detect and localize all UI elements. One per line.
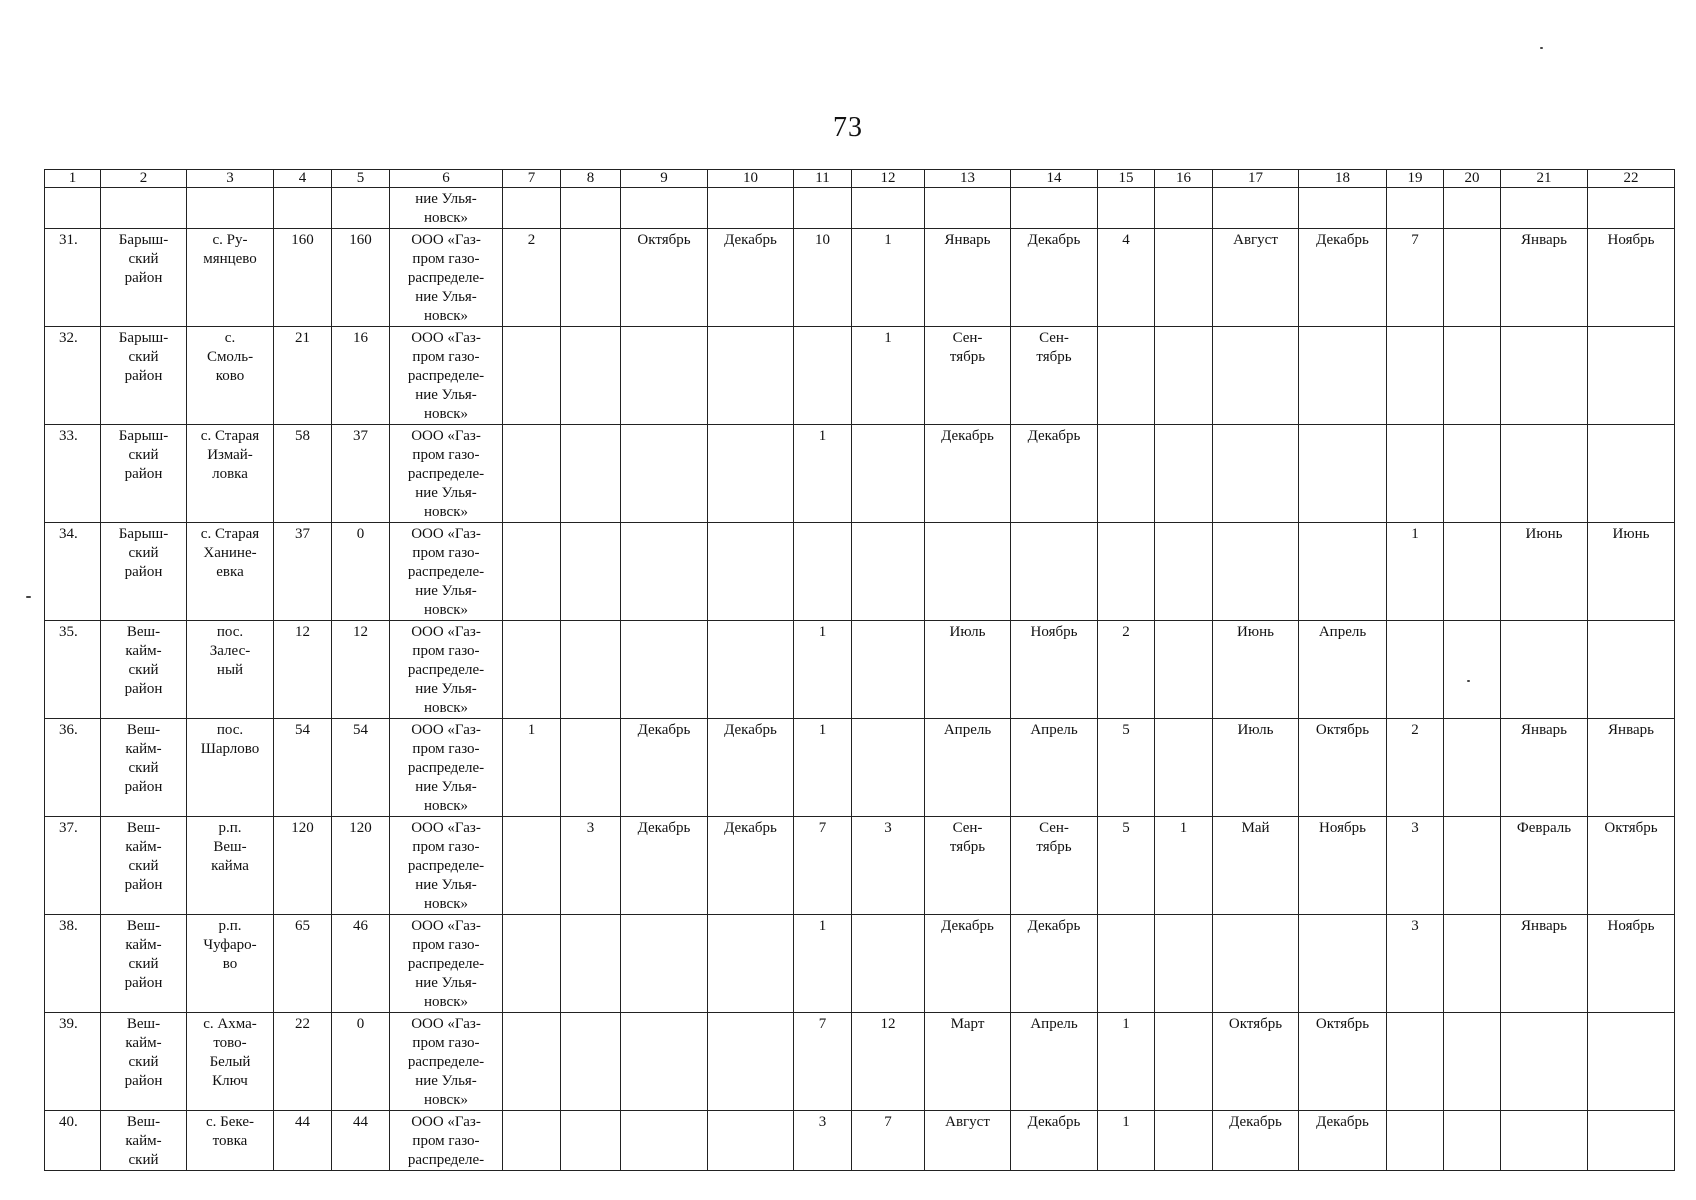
table-cell [852,523,925,621]
table-cell: 1 [1098,1013,1155,1111]
table-row [45,523,1675,621]
table-cell: 1 [503,719,561,817]
table-cell [101,188,187,229]
table-cell [1213,327,1299,425]
table-cell: Ноябрь [1011,621,1098,719]
table-row [45,621,1675,719]
table-cell [45,188,101,229]
table-cell [1501,1111,1588,1171]
table-cell: 1 [794,621,852,719]
table-cell [503,1013,561,1111]
table-cell [1444,915,1501,1013]
table-cell: 0 [332,523,390,621]
table-cell [561,523,621,621]
table-cell: Декабрь [925,915,1011,1013]
table-cell: 1 [1155,817,1213,915]
table-cell [1155,621,1213,719]
table-cell [1501,621,1588,719]
table-cell: 44 [332,1111,390,1171]
table-cell [852,621,925,719]
table-cell [852,915,925,1013]
table-cell: 38. [45,915,101,1013]
table-cell: Сен- тябрь [925,327,1011,425]
column-header: 18 [1299,170,1387,188]
table-cell: Январь [925,229,1011,327]
table-cell: Апрель [1011,1013,1098,1111]
table-cell [561,1111,621,1171]
table-cell [1155,425,1213,523]
table-cell [1588,1111,1675,1171]
table-cell: Декабрь [621,817,708,915]
table-cell [1098,188,1155,229]
table-cell: 39. [45,1013,101,1111]
table-cell [1387,621,1444,719]
column-header: 7 [503,170,561,188]
table-cell: 16 [332,327,390,425]
table-cell [1588,188,1675,229]
table-cell: 35. [45,621,101,719]
table-cell [1387,188,1444,229]
table-cell [1501,1013,1588,1111]
table-cell: ние Улья- новск» [390,188,503,229]
table-cell [1387,1013,1444,1111]
table-cell [561,327,621,425]
table-cell: 1 [794,915,852,1013]
table-cell [1155,1013,1213,1111]
column-header: 3 [187,170,274,188]
table-cell: ООО «Газ- пром газо- распределе- ние Улья- новск» [390,523,503,621]
table-cell: Май [1213,817,1299,915]
table-cell: 120 [332,817,390,915]
table-cell: Веш- кайм- ский район [101,621,187,719]
table-cell [925,523,1011,621]
table-cell [925,188,1011,229]
column-header: 22 [1588,170,1675,188]
column-header: 2 [101,170,187,188]
table-cell: Июль [925,621,1011,719]
table-cell [561,188,621,229]
table-cell: 1 [1098,1111,1155,1171]
table-cell: 37 [332,425,390,523]
column-header: 21 [1501,170,1588,188]
table-cell [1011,188,1098,229]
table-cell [708,188,794,229]
table-cell [332,188,390,229]
table-cell: ООО «Газ- пром газо- распределе- ние Улья- новск» [390,1013,503,1111]
table-cell: Барыш- ский район [101,229,187,327]
table-cell [187,188,274,229]
table-cell: ООО «Газ- пром газо- распределе- ние Улья- новск» [390,915,503,1013]
table-cell [852,188,925,229]
column-header: 10 [708,170,794,188]
table-cell [708,327,794,425]
table-cell: 1 [1387,523,1444,621]
table-cell: Октябрь [1213,1013,1299,1111]
column-header: 5 [332,170,390,188]
table-cell: 33. [45,425,101,523]
table-cell: Ноябрь [1588,229,1675,327]
table-cell: 7 [1387,229,1444,327]
table-cell: Апрель [925,719,1011,817]
table-cell: ООО «Газ- пром газо- распределе- ние Улья- новск» [390,425,503,523]
table-cell: 54 [332,719,390,817]
table-cell [503,188,561,229]
table-cell [1588,621,1675,719]
table-cell [1444,817,1501,915]
table-cell: Сен- тябрь [925,817,1011,915]
table-cell: 34. [45,523,101,621]
column-header: 11 [794,170,852,188]
table-cell: Декабрь [708,719,794,817]
table-cell: 46 [332,915,390,1013]
table-cell: 3 [852,817,925,915]
column-header: 19 [1387,170,1444,188]
scan-speck [1467,680,1470,682]
header-row [45,170,1675,188]
table-cell: Ноябрь [1588,915,1675,1013]
table-cell [708,621,794,719]
table-cell: с. Старая Ханине- евка [187,523,274,621]
table-cell [621,915,708,1013]
table-cell [794,523,852,621]
table-cell: Апрель [1011,719,1098,817]
table-cell: с. Старая Измай- ловка [187,425,274,523]
table-cell: 44 [274,1111,332,1171]
table-cell: Веш- кайм- ский район [101,719,187,817]
column-header: 6 [390,170,503,188]
table-cell: 2 [503,229,561,327]
table-cell: Июль [1213,719,1299,817]
table-cell: 1 [852,229,925,327]
table-cell [1155,523,1213,621]
table-cell: с. Ру- мянцево [187,229,274,327]
table-cell [1213,425,1299,523]
continuation-row [45,188,1675,229]
table-cell: 160 [332,229,390,327]
table-cell: Январь [1588,719,1675,817]
table-cell: Барыш- ский район [101,327,187,425]
column-header: 16 [1155,170,1213,188]
table-cell: ООО «Газ- пром газо- распределе- ние Улья- новск» [390,229,503,327]
table-cell [621,425,708,523]
table-cell [1155,327,1213,425]
table-cell: Октябрь [1299,1013,1387,1111]
table-row [45,327,1675,425]
table-cell [1501,188,1588,229]
table-row [45,1013,1675,1111]
table-cell [621,523,708,621]
table-cell: пос. Залес- ный [187,621,274,719]
table-cell [621,1111,708,1171]
table-cell: Апрель [1299,621,1387,719]
table-cell [708,523,794,621]
table-cell: 7 [794,1013,852,1111]
table-cell [621,188,708,229]
table-cell: с. Беке- товка [187,1111,274,1171]
table-cell [561,915,621,1013]
table-cell [503,817,561,915]
table-cell [621,327,708,425]
column-header: 1 [45,170,101,188]
table-cell [1444,425,1501,523]
table-cell: 31. [45,229,101,327]
table-cell: Декабрь [708,229,794,327]
table-cell: Сен- тябрь [1011,327,1098,425]
table-cell: 5 [1098,817,1155,915]
table-cell [561,229,621,327]
table-cell [1299,425,1387,523]
table-cell: 54 [274,719,332,817]
table-cell [852,719,925,817]
column-header: 8 [561,170,621,188]
table-cell [1299,327,1387,425]
table-cell: Март [925,1013,1011,1111]
column-header: 12 [852,170,925,188]
table-cell: 120 [274,817,332,915]
table-cell [708,1013,794,1111]
table-cell: Декабрь [1299,229,1387,327]
table-cell: Ноябрь [1299,817,1387,915]
table-cell [561,621,621,719]
table-cell: 32. [45,327,101,425]
table-cell [1299,188,1387,229]
table-cell: Январь [1501,719,1588,817]
table-cell: Декабрь [1011,915,1098,1013]
table-cell: 10 [794,229,852,327]
table-cell [1098,425,1155,523]
scan-speck [1540,47,1543,49]
table-cell [1588,425,1675,523]
table-cell [1155,188,1213,229]
table-row [45,229,1675,327]
table-row [45,817,1675,915]
table-cell: Веш- кайм- ский [101,1111,187,1171]
table-cell [1299,523,1387,621]
table-cell [708,1111,794,1171]
table-cell: 2 [1098,621,1155,719]
table-cell: 37 [274,523,332,621]
table-cell: Август [1213,229,1299,327]
table-cell [503,1111,561,1171]
table-cell [1444,229,1501,327]
table-cell: ООО «Газ- пром газо- распределе- [390,1111,503,1171]
table-cell [1098,523,1155,621]
table-cell: Октябрь [1299,719,1387,817]
table-cell [621,1013,708,1111]
table-cell: 3 [1387,915,1444,1013]
table-row [45,719,1675,817]
table-cell [1299,915,1387,1013]
table-cell: Июнь [1501,523,1588,621]
table-cell [561,1013,621,1111]
table-cell [1213,523,1299,621]
table-cell [1213,915,1299,1013]
table-cell: 5 [1098,719,1155,817]
table-cell: 36. [45,719,101,817]
table-cell: Декабрь [708,817,794,915]
table-cell: Июнь [1213,621,1299,719]
table-cell: пос. Шарлово [187,719,274,817]
table-cell: 37. [45,817,101,915]
table-cell [1098,327,1155,425]
column-header: 17 [1213,170,1299,188]
table-cell [1155,719,1213,817]
table-cell: 21 [274,327,332,425]
table-cell [1444,621,1501,719]
table-cell: 4 [1098,229,1155,327]
table-cell [503,523,561,621]
data-table [44,169,1675,1171]
table-cell: 7 [794,817,852,915]
table-cell [1444,188,1501,229]
table-cell: 12 [852,1013,925,1111]
table-cell: Декабрь [621,719,708,817]
table-cell: ООО «Газ- пром газо- распределе- ние Улья- новск» [390,817,503,915]
table-cell [1444,327,1501,425]
table-cell [852,425,925,523]
table-cell: ООО «Газ- пром газо- распределе- ние Улья- новск» [390,719,503,817]
table-cell [503,621,561,719]
table-cell: 22 [274,1013,332,1111]
table-cell [1444,1013,1501,1111]
table-row [45,915,1675,1013]
table-cell [1387,327,1444,425]
table-cell: 3 [561,817,621,915]
table-cell: Барыш- ский район [101,425,187,523]
table-cell: 0 [332,1013,390,1111]
table-cell: ООО «Газ- пром газо- распределе- ние Улья- новск» [390,327,503,425]
table-cell: Август [925,1111,1011,1171]
table-cell: Декабрь [925,425,1011,523]
table-cell [503,915,561,1013]
column-header: 4 [274,170,332,188]
table-cell [794,188,852,229]
table-cell [561,425,621,523]
table-cell: 3 [794,1111,852,1171]
table-cell: ООО «Газ- пром газо- распределе- ние Улья- новск» [390,621,503,719]
table-cell: 1 [794,425,852,523]
table-cell: Декабрь [1011,1111,1098,1171]
table-cell [708,915,794,1013]
table-cell: 40. [45,1111,101,1171]
table-cell: Декабрь [1011,229,1098,327]
table-cell: Веш- кайм- ский район [101,915,187,1013]
table-cell: Октябрь [1588,817,1675,915]
scan-speck [26,596,31,598]
table-cell [1444,719,1501,817]
table-cell [274,188,332,229]
page-number: 73 [833,112,863,143]
table-cell: 65 [274,915,332,1013]
column-header: 20 [1444,170,1501,188]
table-cell: Декабрь [1299,1111,1387,1171]
table-cell: с. Смоль- ково [187,327,274,425]
table-cell [503,425,561,523]
column-header: 13 [925,170,1011,188]
table-cell [1155,915,1213,1013]
table-cell [1155,1111,1213,1171]
table-cell [708,425,794,523]
table-cell: р.п. Веш- кайма [187,817,274,915]
table-cell: Декабрь [1011,425,1098,523]
table-cell [1444,1111,1501,1171]
table-cell [621,621,708,719]
column-header: 9 [621,170,708,188]
column-header: 15 [1098,170,1155,188]
table-cell [1501,425,1588,523]
table-cell [1213,188,1299,229]
table-cell: с. Ахма- тово- Белый Ключ [187,1013,274,1111]
table-row [45,425,1675,523]
table-cell [1387,425,1444,523]
table-cell [1011,523,1098,621]
table-cell [1444,523,1501,621]
table-cell [1501,327,1588,425]
table-cell: Январь [1501,229,1588,327]
table-cell: Февраль [1501,817,1588,915]
table-cell: Веш- кайм- ский район [101,817,187,915]
table-cell: р.п. Чуфаро- во [187,915,274,1013]
table-cell: Октябрь [621,229,708,327]
table-cell: 12 [274,621,332,719]
table-cell [794,327,852,425]
table-cell: Январь [1501,915,1588,1013]
table-cell [1155,229,1213,327]
table-cell: Сен- тябрь [1011,817,1098,915]
table-cell: Июнь [1588,523,1675,621]
table-cell: 160 [274,229,332,327]
table-cell: 58 [274,425,332,523]
table-cell: 7 [852,1111,925,1171]
table-cell: 1 [852,327,925,425]
table-cell: Барыш- ский район [101,523,187,621]
table-cell: Веш- кайм- ский район [101,1013,187,1111]
table-cell: Декабрь [1213,1111,1299,1171]
table-cell: 12 [332,621,390,719]
table-cell: 2 [1387,719,1444,817]
table-cell: 3 [1387,817,1444,915]
table-row [45,1111,1675,1171]
table-cell [561,719,621,817]
table-cell: 1 [794,719,852,817]
table-cell [1098,915,1155,1013]
table-cell [1387,1111,1444,1171]
table-cell [1588,327,1675,425]
table-cell [1588,1013,1675,1111]
column-header: 14 [1011,170,1098,188]
table-cell [503,327,561,425]
